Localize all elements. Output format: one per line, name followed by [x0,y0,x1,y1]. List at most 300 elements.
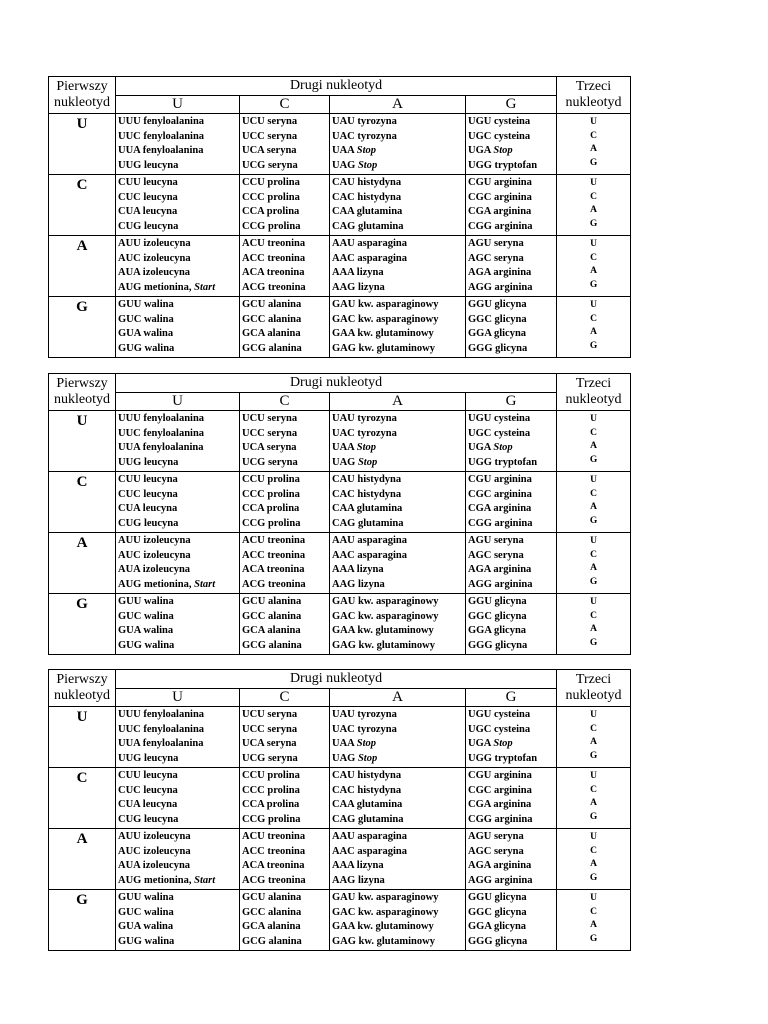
codon-text: CCG prolina [242,813,301,825]
codon-text: UAG [332,159,358,171]
codon-entry [242,517,329,532]
codon-entry [242,752,329,767]
codon-entry [118,159,239,174]
codon-entry [242,502,329,517]
codon-entry [242,798,329,813]
codon-entry [242,595,329,610]
third-base-label: C [590,191,597,202]
second-base-col-header: C [240,689,330,707]
codon-entry [118,723,239,738]
codon-text: GUG walina [118,935,175,947]
codon-entry [242,327,329,342]
codon-entry [332,281,465,296]
codon-entry [118,830,239,845]
codon-signal: Stop [356,145,377,156]
codon-text: UUC fenyloalanina [118,427,205,439]
codon-text: UGA [468,145,494,156]
third-base-label: A [590,441,597,451]
third-base-cell [557,472,631,533]
codon-entry [118,281,239,296]
codon-text: CGU arginina [468,770,532,781]
codon-entry [332,723,465,738]
codon-text: UGC cysteina [468,723,531,735]
codon-text: GUC walina [118,610,174,622]
codon-cell [240,175,330,236]
codon-text: GAU kw. asparaginowy [332,299,439,310]
codon-entry [118,488,239,503]
second-nucleotide-header: Drugi nukleotyd [116,77,557,96]
codon-entry [468,488,556,503]
third-base-cell [557,768,631,829]
codon-entry [332,115,465,130]
codon-entry [468,813,556,828]
third-base-label: A [590,624,597,634]
codon-text: CUG leucyna [118,517,179,529]
codon-entry [332,874,465,889]
codon-text: UGG tryptofan [468,456,538,468]
codon-entry [118,456,239,471]
codon-cell [240,890,330,951]
codon-entry [118,752,239,767]
codon-text: UAA [332,145,357,156]
codon-text: CCA prolina [242,799,300,810]
codon-entry [118,935,239,950]
codon-entry [118,427,239,442]
codon-entry [118,595,239,610]
codon-text: UGU cysteina [468,116,531,127]
codon-entry [118,534,239,549]
codon-text: UUA fenyloalanina [118,145,204,156]
codon-signal: Stop [356,738,377,749]
codon-entry [468,191,556,206]
third-base-cell [557,707,631,768]
codon-cell [466,768,557,829]
codon-text: ACG treonina [242,874,306,886]
codon-text: UAU tyrozyna [332,709,397,720]
codon-entry [468,639,556,654]
third-base-label: C [590,784,597,795]
first-base-label: A [49,236,116,297]
third-base-label: G [589,750,598,761]
codon-text: UCU seryna [242,116,298,127]
third-base-label: A [590,502,597,512]
codon-text: CGC arginina [468,191,532,203]
third-base-label: G [589,811,598,822]
codon-entry [242,176,329,191]
codon-entry [118,441,239,456]
codon-entry [332,176,465,191]
codon-text: UAC tyrozyna [332,427,397,439]
third-base-label: U [590,597,597,607]
codon-text: GUA walina [118,625,174,636]
third-base-label: A [590,920,597,930]
third-base-label: G [589,933,598,944]
third-base-cell [557,114,631,175]
codon-text: CUU leucyna [118,770,178,781]
second-nucleotide-header: Drugi nukleotyd [116,374,557,393]
codon-entry [242,281,329,296]
second-base-col-header: G [466,96,557,114]
codon-text: UAA [332,738,357,749]
codon-text: CAU histydyna [332,474,402,485]
codon-entry [468,327,556,342]
codon-text: AGG arginina [468,281,533,293]
codon-entry [242,473,329,488]
codon-text: CAU histydyna [332,770,402,781]
third-base-label: G [589,157,598,168]
codon-text: GCC alanina [242,610,302,622]
codon-text: UUU fenyloalanina [118,413,205,424]
codon-entry [332,473,465,488]
codon-text: CAC histydyna [332,488,402,500]
codon-text: UGU cysteina [468,413,531,424]
codon-text: CUC leucyna [118,784,178,796]
codon-entry [332,737,465,752]
codon-text: GGU glicyna [468,596,527,607]
codon-text: CGC arginina [468,488,532,500]
first-base-label: U [49,411,116,472]
codon-entry [242,298,329,313]
codon-text: GGG glicyna [468,342,528,354]
codon-text: UCC seryna [242,130,298,142]
codon-text: UCC seryna [242,427,298,439]
codon-entry [468,298,556,313]
second-base-col-header: A [330,393,466,411]
codon-cell [330,829,466,890]
codon-entry [118,891,239,906]
first-base-label: A [49,829,116,890]
codon-entry [242,723,329,738]
codon-text: AAA lizyna [332,860,384,871]
codon-text: UAC tyrozyna [332,723,397,735]
codon-text: CCC prolina [242,784,300,796]
codon-text: UAA [332,442,357,453]
codon-entry [468,220,556,235]
second-base-col-header: G [466,393,557,411]
codon-entry [118,252,239,267]
codon-text: ACU treonina [242,831,306,842]
codon-text: GUG walina [118,342,175,354]
codon-entry [332,441,465,456]
third-nucleotide-header: Trzeci nukleotyd [557,670,631,707]
codon-entry [242,737,329,752]
codon-text: ACC treonina [242,845,306,857]
third-nucleotide-header: Trzeci nukleotyd [557,77,631,114]
codon-text: CCU prolina [242,177,300,188]
third-base-label: A [590,563,597,573]
codon-text: AUU izoleucyna [118,831,191,842]
third-base-label: A [590,737,597,747]
codon-entry [242,159,329,174]
codon-signal: Stop [357,456,378,468]
first-base-label: C [49,768,116,829]
codon-entry [332,906,465,921]
codon-text: AUA izoleucyna [118,564,191,575]
codon-text: AAU asparagina [332,535,407,546]
codon-entry [118,549,239,564]
codon-entry [242,874,329,889]
codon-entry [332,342,465,357]
codon-text: UUC fenyloalanina [118,723,205,735]
codon-entry [242,708,329,723]
third-base-label: G [589,515,598,526]
codon-text: UUU fenyloalanina [118,709,205,720]
codon-text: ACA treonina [242,860,305,871]
codon-text: CUU leucyna [118,474,178,485]
codon-signal: Stop [357,752,378,764]
codon-entry [468,874,556,889]
codon-text: UAG [332,456,358,468]
codon-text: CUA leucyna [118,206,178,217]
codon-text: UAC tyrozyna [332,130,397,142]
codon-text: UUG leucyna [118,456,179,468]
codon-entry [242,549,329,564]
codon-text: AAC asparagina [332,252,407,264]
third-base-label: A [590,144,597,154]
codon-text: AUC izoleucyna [118,252,191,264]
codon-text: CUU leucyna [118,177,178,188]
codon-text: GAG kw. glutaminowy [332,639,435,651]
codon-cell [466,594,557,655]
codon-entry [468,144,556,159]
codon-entry [118,342,239,357]
codon-cell [240,533,330,594]
third-base-cell [557,890,631,951]
codon-entry [332,563,465,578]
third-base-label: C [590,723,597,734]
codon-entry [242,266,329,281]
codon-text: UGA [468,442,494,453]
codon-entry [468,237,556,252]
first-base-label: C [49,472,116,533]
codon-entry [332,205,465,220]
codon-entry [242,859,329,874]
codon-text: GGU glicyna [468,299,527,310]
third-base-label: U [590,300,597,310]
codon-text: GCA alanina [242,625,301,636]
second-base-col-header: G [466,689,557,707]
codon-cell [240,411,330,472]
codon-text: UGU cysteina [468,709,531,720]
codon-entry [332,130,465,145]
codon-entry [468,737,556,752]
codon-text: GAC kw. asparaginowy [332,906,439,918]
codon-text: AUU izoleucyna [118,535,191,546]
third-base-label: A [590,205,597,215]
codon-entry [468,798,556,813]
codon-text: GAA kw. glutaminowy [332,328,434,339]
third-base-label: C [590,488,597,499]
codon-text: CAC histydyna [332,784,402,796]
third-base-label: C [590,845,597,856]
third-base-label: U [590,239,597,249]
codon-text: GCA alanina [242,921,301,932]
codon-entry [118,708,239,723]
codon-entry [242,624,329,639]
codon-entry [332,220,465,235]
codon-text: UCG seryna [242,159,298,171]
codon-text: GUA walina [118,328,174,339]
codon-entry [332,298,465,313]
codon-entry [242,456,329,471]
codon-entry [468,159,556,174]
codon-entry [242,220,329,235]
codon-cell [116,829,240,890]
codon-entry [468,723,556,738]
codon-signal: Start [194,874,216,886]
codon-entry [332,549,465,564]
codon-entry [118,205,239,220]
codon-text: AGG arginina [468,578,533,590]
codon-text: UGC cysteina [468,427,531,439]
codon-entry [118,266,239,281]
third-base-label: U [590,117,597,127]
codon-entry [468,517,556,532]
codon-text: GUC walina [118,313,174,325]
codon-text: AAA lizyna [332,564,384,575]
codon-entry [242,769,329,784]
codon-entry [468,891,556,906]
codon-entry [332,920,465,935]
codon-text: GCG alanina [242,935,302,947]
codon-entry [242,813,329,828]
third-base-label: U [590,710,597,720]
codon-entry [468,427,556,442]
codon-entry [118,176,239,191]
codon-text: GUU walina [118,596,174,607]
codon-entry [118,859,239,874]
codon-entry [332,502,465,517]
codon-entry [118,144,239,159]
codon-cell [116,768,240,829]
codon-text: AGC seryna [468,252,524,264]
codon-text: AGU seryna [468,535,524,546]
codon-text: UGG tryptofan [468,159,538,171]
codon-entry [118,220,239,235]
codon-cell [330,768,466,829]
codon-entry [242,427,329,442]
codon-entry [468,830,556,845]
codon-cell [466,533,557,594]
codon-entry [332,610,465,625]
codon-entry [468,935,556,950]
codon-text: CGU arginina [468,177,532,188]
codon-entry [468,859,556,874]
codon-text: GCC alanina [242,906,302,918]
codon-entry [118,798,239,813]
codon-cell [466,707,557,768]
codon-cell [240,472,330,533]
codon-text: CGC arginina [468,784,532,796]
codon-text: UCU seryna [242,709,298,720]
first-base-label: G [49,594,116,655]
codon-entry [468,578,556,593]
codon-text: GCC alanina [242,313,302,325]
codon-entry [242,578,329,593]
codon-text: AAA lizyna [332,267,384,278]
codon-text: GAG kw. glutaminowy [332,342,435,354]
codon-text: AGU seryna [468,238,524,249]
codon-entry [332,784,465,799]
codon-entry [332,191,465,206]
codon-text: GUA walina [118,921,174,932]
codon-entry [118,624,239,639]
codon-entry [242,441,329,456]
codon-text: UCG seryna [242,456,298,468]
codon-text: GGG glicyna [468,935,528,947]
third-base-label: G [589,279,598,290]
codon-entry [242,191,329,206]
codon-entry [118,191,239,206]
codon-signal: Stop [357,159,378,171]
codon-entry [332,159,465,174]
codon-entry [332,752,465,767]
codon-cell [240,768,330,829]
third-base-label: U [590,536,597,546]
codon-text: CUA leucyna [118,503,178,514]
codon-text: CUG leucyna [118,220,179,232]
codon-entry [468,205,556,220]
codon-entry [468,563,556,578]
codon-entry [332,144,465,159]
codon-text: AAC asparagina [332,549,407,561]
codon-text: AUU izoleucyna [118,238,191,249]
codon-entry [468,752,556,767]
codon-entry [332,488,465,503]
codon-entry [468,845,556,860]
third-base-cell [557,533,631,594]
first-nucleotide-header: Pierwszy nukleotyd [49,374,116,411]
codon-text: UUA fenyloalanina [118,442,204,453]
codon-text: GCU alanina [242,596,302,607]
codon-entry [332,456,465,471]
codon-entry [468,252,556,267]
codon-text: GGC glicyna [468,906,527,918]
codon-entry [468,130,556,145]
codon-text: CGU arginina [468,474,532,485]
codon-text: GCU alanina [242,299,302,310]
codon-cell [330,236,466,297]
codon-entry [332,237,465,252]
codon-cell [466,236,557,297]
codon-entry [118,412,239,427]
codon-text: UUC fenyloalanina [118,130,205,142]
codon-entry [118,784,239,799]
codon-text: CAG glutamina [332,813,404,825]
codon-text: GGC glicyna [468,610,527,622]
second-nucleotide-header: Drugi nukleotyd [116,670,557,689]
codon-text: GGU glicyna [468,892,527,903]
codon-cell [466,890,557,951]
third-base-label: U [590,475,597,485]
codon-text: AGA arginina [468,267,532,278]
codon-entry [242,313,329,328]
codon-text: ACC treonina [242,252,306,264]
third-base-label: G [589,576,598,587]
codon-entry [118,130,239,145]
codon-entry [332,427,465,442]
codon-cell [116,594,240,655]
codon-entry [468,313,556,328]
codon-entry [242,412,329,427]
codon-text: UAU tyrozyna [332,116,397,127]
codon-entry [242,252,329,267]
codon-entry [468,624,556,639]
codon-cell [240,297,330,358]
codon-entry [332,769,465,784]
codon-cell [330,707,466,768]
codon-entry [332,534,465,549]
